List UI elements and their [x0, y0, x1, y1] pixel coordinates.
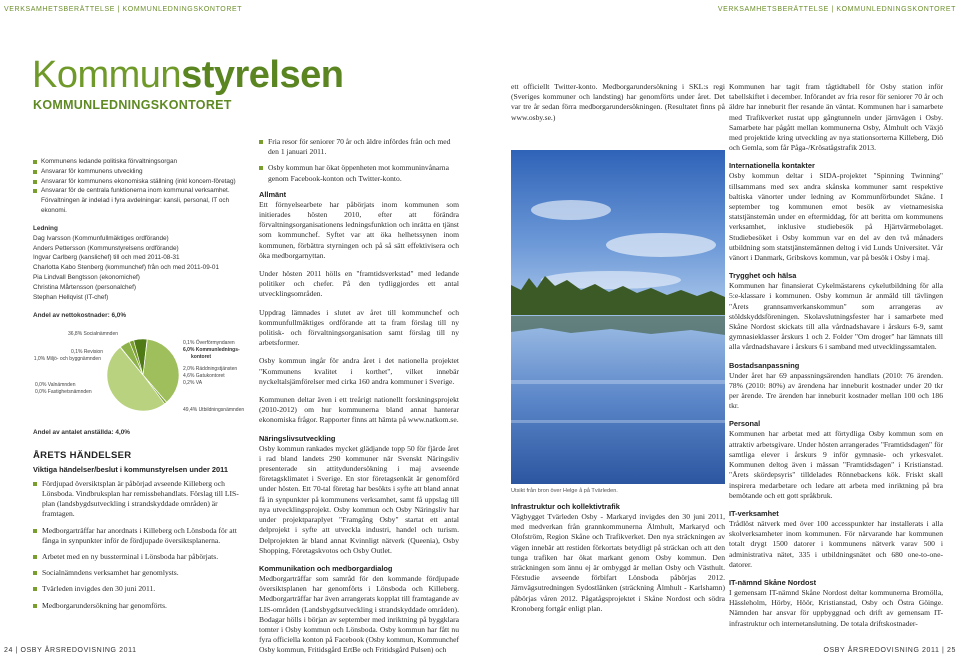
leader-item: Dag Ivarsson (Kommunfullmäktiges ordförande): [33, 234, 169, 242]
event-item: Socialnämndens verksamhet har genomlysts.: [33, 568, 245, 578]
paragraph: Kommunen har arbetat med att förtydliga Osby kommun som en attraktiv arbetsgivare. Under hösten arrangerades "Framtidsdagen" för samtliga elever i årskurs 9 inför gymnasie- och yrkesvalet. Kommunen deltog även i mässan "Framtidsdagen" i Kristianstad. "Årets skördepsyris" tilldelades Rönnebackens kök. Friskt skall inspirera medarbetare och ledare att arbeta med inriktning på bra bemötande och ett gott språkbruk.: [729, 429, 943, 500]
responsibility-item: Ansvarar för kommunens ekonomiska ställning (inkl koncern-företag): [33, 177, 245, 187]
responsibility-item: Ansvarar för de centrala funktionerna inom kommunal verksamhet. Förvaltningen är indelad i fyra avdelningar: kansli, personal, IT och ekonomi.: [33, 186, 245, 215]
section-heading-kommunikation: Kommunikation och medborgardialog: [259, 563, 393, 573]
pie-label-highlight: 6,0% Kommunlednings-: [183, 347, 240, 354]
running-head-left: VERKSAMHETSBERÄTTELSE | KOMMUNLEDNINGSKONTORET: [4, 6, 243, 13]
col2-bullets: [259, 137, 459, 184]
leader-item: Charlotta Kabo Stenberg (kommunchef) från och med 2011-09-01: [33, 264, 220, 272]
chart-title: Andel av nettokostnader: 6,0%: [33, 312, 127, 320]
running-head-right: VERKSAMHETSBERÄTTELSE | KOMMUNLEDNINGSKONTORET: [717, 6, 956, 13]
col4-intro: Kommunen har tagit fram tågtidtabell för Osby station inför tabellskiftet i december. Införandet av fria resor för seniorer 70 år och äldre har inneburit fler resande än väntat. Kommunen har i samarbete med Trafikverket rustat upp gångtunneln under järnvägen i Osby. Samarbete har pågått mellan kommunerna Osby, Älmhult och Växjö med projektide kring utveckling av nya stationsorterna Killeberg, Diö och Gemla, som får Påga-/Krösatågstrafik 2013.: [729, 82, 943, 153]
section-heading-trygghet: Trygghet och hälsa: [729, 271, 797, 281]
footer-right: OSBY ÅRSREDOVISNING 2011 | 25: [823, 647, 956, 654]
column-1: [33, 157, 245, 617]
leadership-heading: Ledning: [33, 224, 58, 232]
events-list: [33, 479, 245, 611]
paragraph: Kommunen har finansierat Cykelmästarens cykelutbildning för alla 5:e-klassare i kommunen. Osby kommun är anmäld till tävlingen "Årets grannsamverkanskommun" som arrangeras av stöldskyddsföreningen. Skolavslutningsfester har i samarbete med Skåne Nordost skickats till alla vårdnadshavare i årskurs 6-9, samt gymnasieklasser årskurs 1 och 2. Folder "Om droger" har lämnats till alla vårdnadshavare i årskurs 6 i samband med utvecklingssamtalen.: [729, 281, 943, 352]
events-title: ÅRETS HÄNDELSER: [33, 450, 132, 462]
responsibilities-list: [33, 157, 245, 216]
section-heading-personal: Personal: [729, 419, 761, 429]
event-item: Arbetet med en ny bussterminal i Lönsboda har påbörjats.: [33, 552, 245, 562]
col2-bullet: Fria resor för seniorer 70 år och äldre infördes från och med den 1 januari 2011.: [259, 137, 459, 157]
pie-label: 0,1% Överförmyndaren: [183, 340, 235, 347]
events-subtitle: Viktiga händelser/beslut i kommunstyrelsen under 2011: [33, 465, 228, 475]
pie-label: 0,1% Revision: [71, 349, 103, 356]
pie-chart-svg: [33, 327, 253, 427]
section-heading-infrastruktur: Infrastruktur och kollektivtrafik: [511, 502, 620, 511]
paragraph: Medborgarträffar som samråd för den kommande fördjupade översiktsplanen har genomförts i Lönsboda och Killeberg. Medborgarträffar har även arrangerats kopplat till framtagande av LIS-områden (Landsbygdsutveckling i strandskyddade områden). Bodagar hölls i början av september med inriktning på byggklara tomter i Osby kommun och Lönsboda. Osby kommun har fått nu fyra officiella konton på Facebook (Osby kommun, Kommunchef Osby kommun, Fritidsgård ErtBe och Fritidsgård Pulsen) och: [259, 573, 459, 655]
section-heading-it: IT-verksamhet: [729, 508, 779, 518]
paragraph: Osby kommun deltar i SIDA-projektet "Spinning Twinning" tillsammans med sex andra skånska kommuner samt respektive baltiska vänorter under ledning av Kommunförbundet Skåne. I september tog kommunen emot besök av vietnamesiska statstjänstemän under en eftermiddag, för att beritta om kommunens verksamhet, inklusive studiebesök på Hjärtvärmebolaget. Studiebesöket i Osby kommun var en del av den två månaders utbildning som statstjänstemännen deltog i vid Lunds Universitet. Vår vänort i Danmark, Gribskovs kommun, var på besök i Osby i maj.: [729, 171, 943, 263]
paragraph: Kommunen deltar även i ett treårigt nationellt forskningsprojekt (2010-2012) om hur kommunerna bland annat hanterar ekonomiska frågor. Rapporter finns att hämta på www.natkom.se.: [259, 395, 459, 425]
photo-caption: Utsikt från bron över Helge å på Tvärleden.: [511, 488, 618, 494]
paragraph: Ett förnyelsearbete har påbörjats inom kommunen som initierades hösten 2010, efter att förändra förvaltningsorganisationens ledningsfunktion och inrätta en tjänst som kommunchef. Syftet var att öka helhetssynen inom kommunen, förbättra styrningen och på så sätt effektivisera och öka medborgarnyttan.: [259, 199, 459, 260]
event-item: Medborgarträffar har anordnats i Killeberg och Lönsboda för att fånga in synpunkter inför de fördjupade översiktsplanerna.: [33, 526, 245, 546]
paragraph: Trådlöst nätverk med över 100 accesspunkter har installerats i alla skolverksamheter inom kommunen. För närvarande har kommunen totalt drygt 1500 datorer i kommunens nätverk varav 500 i administrativa nätet, 335 i utbildningsnätet och 680 one-to-one-datorer.: [729, 518, 943, 569]
leader-item: Anders Pettersson (Kommunstyrelsens ordförande): [33, 244, 179, 252]
section-heading-allmant: Allmänt: [259, 189, 287, 199]
pie-label: 36,8% Socialnämnden: [67, 331, 119, 338]
pie-label: 4,6% Gatukontoret: [183, 373, 225, 380]
column-3-lower: [511, 500, 725, 622]
responsibility-item: Ansvarar för kommunens utveckling: [33, 167, 245, 177]
responsibility-item: Kommunens ledande politiska förvaltningsorgan: [33, 157, 245, 167]
section-heading-internationella: Internationella kontakter: [729, 161, 815, 171]
title-part1: Kommun: [32, 54, 182, 96]
column-4: [729, 82, 943, 637]
page-title: [32, 56, 343, 94]
paragraph: I gemensam IT-nämnd Skåne Nordost deltar kommunerna Bromölla, Hässleholm, Hörby, Höör, Kristianstad, Osby och Östra Göinge. Nämnden har ansvar för uppbyggnad och drift av gemensam IT-infrastruktur och internetanslutning. De totala driftskostnader-: [729, 587, 943, 628]
event-item: Tvärleden invigdes den 30 juni 2011.: [33, 584, 245, 594]
leader-item: Christina Mårtensson (personalchef): [33, 283, 137, 291]
col2-bullet: Osby kommun har ökat öppenheten mot kommuninvånarna genom Facebook-konton och Twitter-konto.: [259, 163, 459, 183]
section-heading-naringsliv: Näringslivsutveckling: [259, 433, 336, 443]
leader-item: Pia Lindvall Bengtsson (ekonomichef): [33, 273, 140, 281]
pie-chart: [33, 327, 253, 427]
section-heading-it-namnd: IT-nämnd Skåne Nordost: [729, 577, 817, 587]
pie-label: 0,0% Valnämnden: [35, 382, 76, 389]
section-heading-bostad: Bostadsanpassning: [729, 360, 800, 370]
pie-label-highlight: kontoret: [191, 354, 211, 361]
paragraph: Uppdrag lämnades i slutet av året till kommunchef och kommunfullmäktiges ordförande att ta fram förslag till ny politisk- och förvaltningsorganisation samt förslag till ny arbetsformer.: [259, 307, 459, 348]
leader-item: Ingvar Carlberg (kanslichef) till och med 2011-08-31: [33, 254, 180, 262]
pie-label: 49,4% Utbildningsnämnden: [183, 407, 245, 414]
footer-left: 24 | OSBY ÅRSREDOVISNING 2011: [4, 647, 137, 654]
event-item: Medborgarundersökning har genomförts.: [33, 601, 245, 611]
paragraph: Osby kommun rankades mycket glädjande topp 50 för fjärde året i rad bland landets 290 kommuner när Svenskt Näringsliv presenterade sin attitydundersökning i maj avseende företagsklimatet i Sverige. En stor företagsenkät är genomförd under hösten. Ett 70-tal företag har besökts i syfte att bland annat få in synpunkter på kommunens verksamhet, samt få uppslag till nya utvecklingsprojekt. Osby kommun och Osby Näringsliv har under projektparaplyet "Framgång Osby" startat ett antal delprojekt i syfte att utveckla industri, handel och turism. Delprojekten är bland annat Kvinnligt nätverk (Queenia), Osby Shopping, Företagskvotos och Osby Outlet.: [259, 443, 459, 555]
pie-label: 2,0% Räddningstjänsten: [183, 366, 238, 373]
event-item: Fördjupad översiktsplan är påbörjad avseende Killeberg och Lönsboda. Vindbruksplan har remissbehandlats. Förslag till LIS-plan (landsbygdsutveckling i strandskyddade områden) är framtagen.: [33, 479, 245, 520]
paragraph: Under året har 69 anpassningsärenden handlats (2010: 76 ärenden. 78% (2010: 80%) av ärendena har inneburit kostnader under 20 tkr per ärende. Tre ärenden har inneburit kostnader mellan 100 och 186 tkr.: [729, 370, 943, 411]
page-subtitle: KOMMUNLEDNINGSKONTORET: [33, 98, 232, 112]
leader-item: Stephan Hellqvist (IT-chef): [33, 293, 109, 301]
column-3: [511, 82, 725, 131]
chart-footer: Andel av antalet anställda: 4,0%: [33, 429, 130, 437]
paragraph: Osby kommun ingår för andra året i det nationella projektet "Kommunens kvalitet i korthet", vilket innebär nyckeltalsjämförelser med cirka 160 andra kommuner i Sverige.: [259, 356, 459, 386]
leadership-list: [33, 234, 245, 303]
paragraph: Under hösten 2011 hölls en "framtidsverkstad" med ledande politiker och chefer. På den tydliggjordes ett antal utvecklingsområden.: [259, 269, 459, 299]
pie-label: 0,0% Fastighetsnämnden: [35, 389, 92, 396]
pie-label: 1,0% Miljö- och byggnämnden: [33, 356, 101, 363]
pie-label: 0,2% VA: [183, 380, 203, 387]
title-part2: styrelsen: [181, 54, 344, 96]
landscape-photo-image: [511, 150, 725, 484]
paragraph: Vägbygget Tvärleden Osby - Markaryd invigdes den 30 juni 2011, med medverkan från grannkommunerna Älmhult, Markaryd och Olofström, Region Skåne och Trafikverket. Den nya sträckningen av vägen innebär att restiden förkortats betydligt på sträckan och att den tunga trafiken har ökat markant genom Osby kommun. Den sträckningen som ännu ej är ombyggd är mellan Osby och Västhult. Förstudie avseende förbifart Lönsboda påbörjas 2012. Järnvägsutredningen Sydostlänken (sträckning Älmhult - Karlshamn) påbörjas våren 2012. Pågatågsprojektet i Skåne Nordost och södra Kronoberg fortgår enligt plan.: [511, 512, 725, 613]
landscape-photo: [511, 150, 725, 484]
column-2: [259, 137, 459, 658]
col3-intro: ett officiellt Twitter-konto. Medborgarundersökning i SKL:s regi (Sveriges kommuner och landsting) har genomförts under året. Det var tre år sedan förra medborgarundersökningen. (Resultatet finns på www.osby.se.): [511, 82, 725, 122]
